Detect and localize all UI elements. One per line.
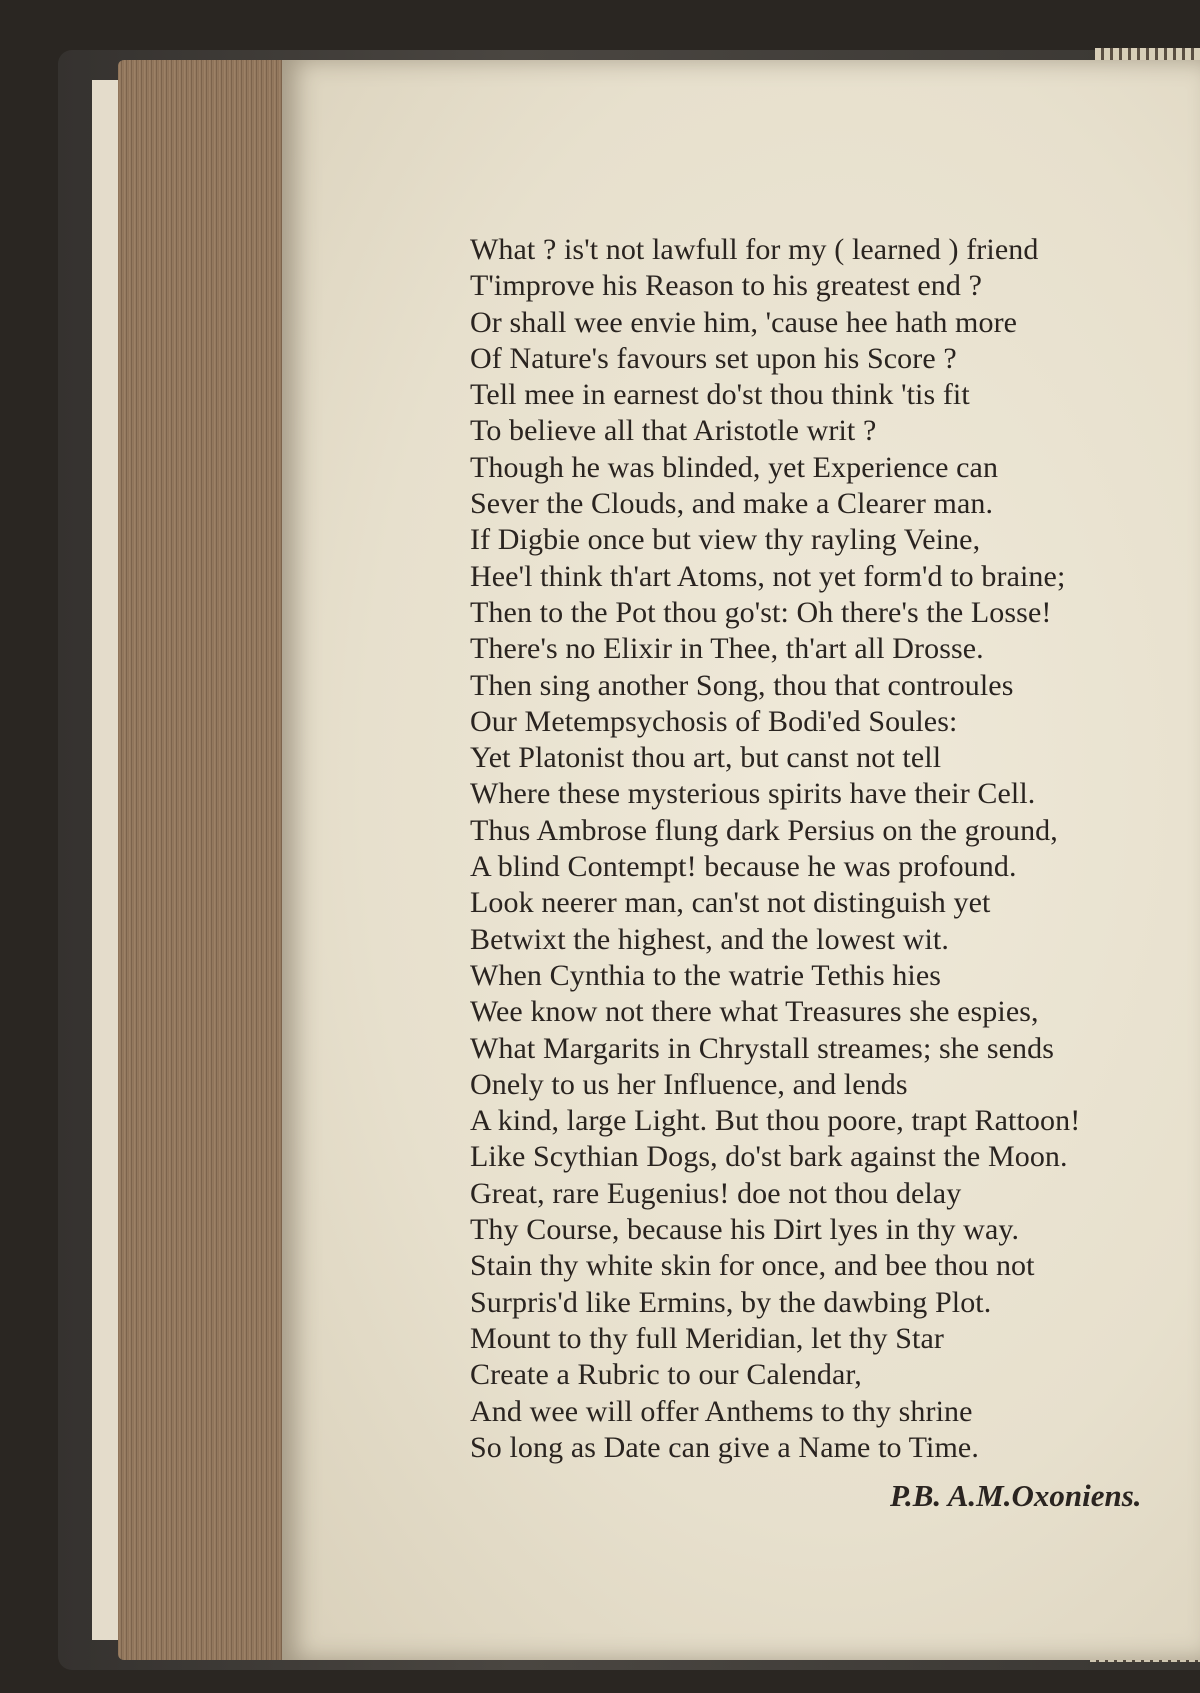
poem-line: To believe all that Aristotle writ ? (470, 414, 877, 448)
poem-line: There's no Elixir in Thee, th'art all Drosse. (470, 632, 984, 666)
poem-line: Yet Platonist thou art, but canst not tell (470, 741, 942, 775)
poem-line: Mount to thy full Meridian, let thy Star (470, 1321, 944, 1355)
poem-line: What ? is't not lawfull for my ( learned ) friend (470, 233, 1039, 266)
poem-line: If Digbie once but view thy rayling Veine, (470, 523, 981, 557)
poem-line: Look neerer man, can'st not distinguish yet (470, 886, 991, 920)
poem-line: Wee know not there what Treasures she espies, (470, 995, 1039, 1029)
poem-line: Thus Ambrose flung dark Persius on the ground, (470, 813, 1058, 847)
poem-line: Tell mee in earnest do'st thou think 'tis fit (470, 378, 970, 412)
page-edges (118, 60, 286, 1660)
poem-line: Surpris'd like Ermins, by the dawbing Plot. (470, 1285, 992, 1319)
poem-line: Hee'l think th'art Atoms, not yet form'd to braine; (470, 559, 1066, 593)
poem-line: Create a Rubric to our Calendar, (470, 1358, 862, 1392)
poem-line: Where these mysterious spirits have their Cell. (470, 777, 1036, 811)
poem-line: A kind, large Light. But thou poore, trapt Rattoon! (470, 1104, 1081, 1138)
poem-line: A blind Contempt! because he was profound. (470, 850, 1017, 884)
poem-line: Onely to us her Influence, and lends (470, 1067, 908, 1101)
signature: P.B. A.M.Oxoniens. (890, 1478, 1142, 1513)
poem-line: Then to the Pot thou go'st: Oh there's the Losse! (470, 595, 1052, 629)
poem-line: Betwixt the highest, and the lowest wit. (470, 922, 949, 956)
poem-line: Then sing another Song, thou that controules (470, 668, 1014, 702)
poem-line: Great, rare Eugenius! doe not thou delay (470, 1176, 962, 1210)
poem-line: When Cynthia to the watrie Tethis hies (470, 958, 942, 992)
poem-line: Stain thy white skin for once, and bee thou not (470, 1249, 1035, 1283)
poem-line: Of Nature's favours set upon his Score ? (470, 341, 957, 375)
poem-line: And wee will offer Anthems to thy shrine (470, 1394, 973, 1428)
poem-line: Like Scythian Dogs, do'st bark against the Moon. (470, 1140, 1068, 1174)
poem-text (470, 232, 1160, 1466)
poem-line: Or shall wee envie him, 'cause hee hath more (470, 305, 1018, 339)
poem-line: What Margarits in Chrystall streames; she sends (470, 1031, 1055, 1065)
poem-line: Thy Course, because his Dirt lyes in thy way. (470, 1213, 1020, 1247)
poem-line: T'improve his Reason to his greatest end ? (470, 269, 982, 303)
poem-line: So long as Date can give a Name to Time. (470, 1430, 979, 1464)
poem-line: Our Metempsychosis of Bodi'ed Soules: (470, 704, 958, 738)
poem-line: Sever the Clouds, and make a Clearer man. (470, 487, 994, 521)
poem-line: Though he was blinded, yet Experience can (470, 450, 999, 484)
